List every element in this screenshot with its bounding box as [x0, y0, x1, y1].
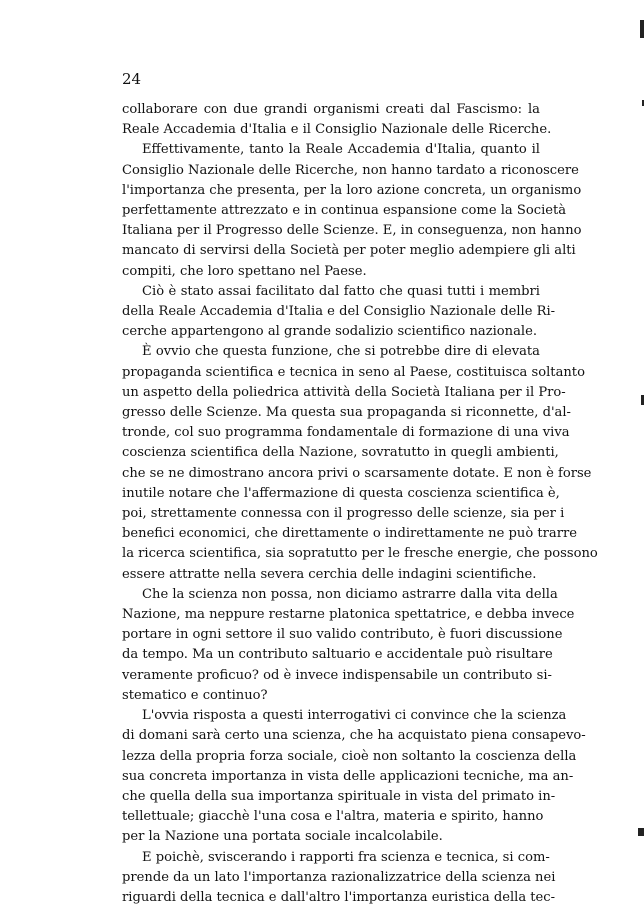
text-line: propaganda scientifica e tecnica in seno al Paese, costituisca soltanto [122, 364, 585, 380]
text-line: È ovvio che questa funzione, che si potrebbe dire di elevata [142, 344, 540, 360]
text-line: E poichè, sviscerando i rapporti fra scienza e tecnica, si com- [142, 849, 550, 865]
text-line: Ciò è stato assai facilitato dal fatto che quasi tutti i membri [142, 283, 540, 299]
text-line: Consiglio Nazionale delle Ricerche, non hanno tardato a riconoscere [122, 162, 579, 178]
text-line: cerche appartengono al grande sodalizio scientifico nazionale. [122, 324, 537, 340]
page-edge-mark [638, 828, 644, 836]
paragraph [122, 342, 598, 584]
text-line: poi, strettamente connessa con il progresso delle scienze, sia per i [122, 506, 565, 522]
text-line: prende da un lato l'importanza razionalizzatrice della scienza nei [122, 869, 556, 885]
text-line: essere attratte nella severa cerchia delle indagini scientifiche. [122, 566, 537, 582]
text-line: benefici economici, che direttamente o indirettamente ne può trarre [122, 526, 577, 542]
text-line: Italiana per il Progresso delle Scienze. E, in conseguenza, non hanno [122, 223, 582, 239]
text-line: perfettamente attrezzato e in continua espansione come la Società [122, 203, 567, 219]
text-line: Effettivamente, tanto la Reale Accademia d'Italia, quanto il [142, 142, 540, 158]
text-line: veramente proficuo? od è invece indispensabile un contributo si- [122, 667, 552, 683]
text-line: da tempo. Ma un contributo saltuario e accidentale può risultare [122, 647, 553, 663]
text-line: stematico e continuo? [122, 687, 268, 703]
text-line: coscienza scientifica della Nazione, sovratutto in quegli ambienti, [122, 445, 559, 461]
text-line: compiti, che loro spettano nel Paese. [122, 263, 367, 279]
text-line: lezza della propria forza sociale, cioè non soltanto la coscienza della [122, 748, 577, 764]
text-line: L'ovvia risposta a questi interrogativi ci convince che la scienza [142, 708, 567, 724]
text-line: della Reale Accademia d'Italia e del Consiglio Nazionale delle Ri- [122, 304, 556, 320]
paragraph [122, 706, 586, 847]
paragraph [122, 140, 582, 281]
text-line: sua concreta importanza in vista delle applicazioni tecniche, ma an- [122, 768, 574, 784]
text-line: che se ne dimostrano ancora privi o scarsamente dotate. E non è forse [122, 465, 592, 481]
paragraph [122, 848, 556, 908]
text-line: la ricerca scientifica, sia sopratutto per le fresche energie, che possono [122, 546, 598, 562]
text-line: un aspetto della poliedrica attività della Società Italiana per il Pro- [122, 384, 566, 400]
text-line: tellettuale; giacchè l'una cosa e l'altra, materia e spirito, hanno [122, 809, 544, 825]
text-line: riguardi della tecnica e dall'altro l'importanza euristica della tec- [122, 889, 556, 905]
text-line: collaborare con due grandi organismi creati dal Fascismo: la [122, 102, 540, 117]
text-line: Reale Accademia d'Italia e il Consiglio Nazionale delle Ricerche. [122, 122, 552, 138]
paragraph [122, 282, 556, 343]
page-edge-mark [640, 20, 644, 38]
paragraph [122, 100, 552, 140]
text-line: l'importanza che presenta, per la loro azione concreta, un organismo [122, 182, 582, 198]
text-line: che quella della sua importanza spirituale in vista del primato in- [122, 788, 556, 804]
body-text [122, 100, 598, 908]
text-line: portare in ogni settore il suo valido contributo, è fuori discussione [122, 627, 563, 643]
text-line: gresso delle Scienze. Ma questa sua propaganda si riconnette, d'al- [122, 405, 571, 421]
page-number: 24 [122, 70, 142, 88]
text-line: Che la scienza non possa, non diciamo astrarre dalla vita della [142, 586, 558, 602]
text-line: di domani sarà certo una scienza, che ha acquistato piena consapevo- [122, 728, 586, 744]
text-line: per la Nazione una portata sociale incalcolabile. [122, 829, 443, 845]
paragraph [122, 585, 575, 706]
text-line: tronde, col suo programma fondamentale di formazione di una viva [122, 425, 570, 441]
text-line: Nazione, ma neppure restarne platonica spettatrice, e debba invece [122, 607, 575, 623]
text-line: mancato di servirsi della Società per poter meglio adempiere gli alti [122, 243, 576, 259]
text-line: inutile notare che l'affermazione di questa coscienza scientifica è, [122, 485, 560, 501]
